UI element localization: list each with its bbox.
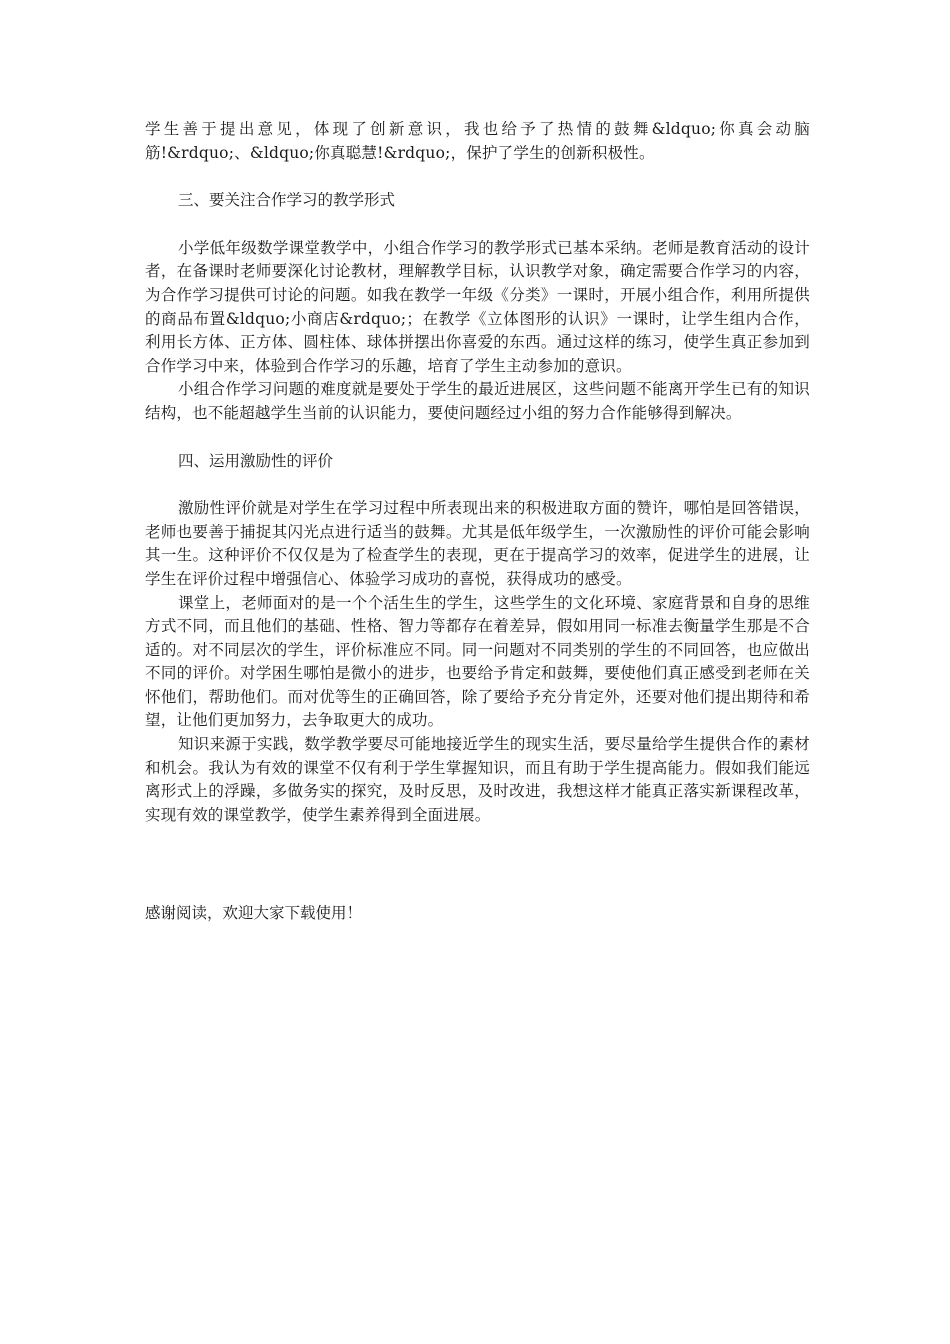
spacer	[145, 165, 810, 189]
section4-paragraph-2: 课堂上，老师面对的是一个个活生生的学生，这些学生的文化环境、家庭背景和自身的思维方式不同，而且他们的基础、性格、智力等都存在着差异，假如用同一标准去衡量学生那是不合适的。对不同层次的学生，评价标准应不同。同一问题对不同类别的学生的不同回答，也应做出不同的评价。对学困生哪怕是微小的进步，也要给予肯定和鼓舞，要使他们真正感受到老师在关怀他们，帮助他们。而对优等生的正确回答，除了要给予充分肯定外，还要对他们提出期待和希望，让他们更加努力，去争取更大的成功。	[145, 593, 810, 730]
closing-note: 感谢阅读，欢迎大家下载使用！	[145, 904, 363, 923]
section3-paragraph-1: 小学低年级数学课堂教学中，小组合作学习的教学形式已基本采纳。老师是教育活动的设计者，在备课时老师要深化讨论教材，理解教学目标，认识教学对象，确定需要合作学习的内容，为合作学习提供可讨论的问题。如我在教学一年级《分类》一课时，开展小组合作，利用所提供的商品布置&ldquo;小商店&rdquo;；在教学《立体图形的认识》一课时，让学生组内合作，利用长方体、正方体、圆柱体、球体拼摆出你喜爱的东西。通过这样的练习，使学生真正参加到合作学习中来，体验到合作学习的乐趣，培育了学生主动参加的意识。	[145, 238, 811, 375]
section3-paragraph-2: 小组合作学习问题的难度就是要处于学生的最近进展区，这些问题不能离开学生已有的知识结构，也不能超越学生当前的认识能力，要使问题经过小组的努力合作能够得到解决。	[145, 380, 810, 422]
section-heading-3: 三、要关注合作学习的教学形式	[178, 191, 396, 210]
document-page	[145, 118, 810, 926]
spacer	[145, 426, 810, 450]
section-heading-4: 四、运用激励性的评价	[178, 451, 334, 470]
intro-paragraph: 学生善于提出意见，体现了创新意识，我也给予了热情的鼓舞&ldquo;你真会动脑筋!&rdquo;、&ldquo;你真聪慧!&rdquo;，保护了学生的创新积极性。	[145, 120, 810, 162]
spacer	[145, 473, 810, 497]
spacer	[145, 213, 810, 237]
section4-paragraph-1: 激励性评价就是对学生在学习过程中所表现出来的积极进取方面的赞许，哪怕是回答错误，老师也要善于捕捉其闪光点进行适当的鼓舞。尤其是低年级学生，一次激励性的评价可能会影响其一生。这种评价不仅仅是为了检查学生的表现，更在于提高学习的效率，促进学生的进展，让学生在评价过程中增强信心、体验学习成功的喜悦，获得成功的感受。	[145, 499, 810, 588]
spacer	[145, 827, 810, 902]
section4-paragraph-3: 知识来源于实践，数学教学要尽可能地接近学生的现实生活，要尽量给学生提供合作的素材和机会。我认为有效的课堂不仅有利于学生掌握知识，而且有助于学生提高能力。假如我们能远离形式上的浮躁，多做务实的探究，及时反思，及时改进，我想这样才能真正落实新课程改革，实现有效的课堂教学，使学生素养得到全面进展。	[145, 735, 810, 824]
